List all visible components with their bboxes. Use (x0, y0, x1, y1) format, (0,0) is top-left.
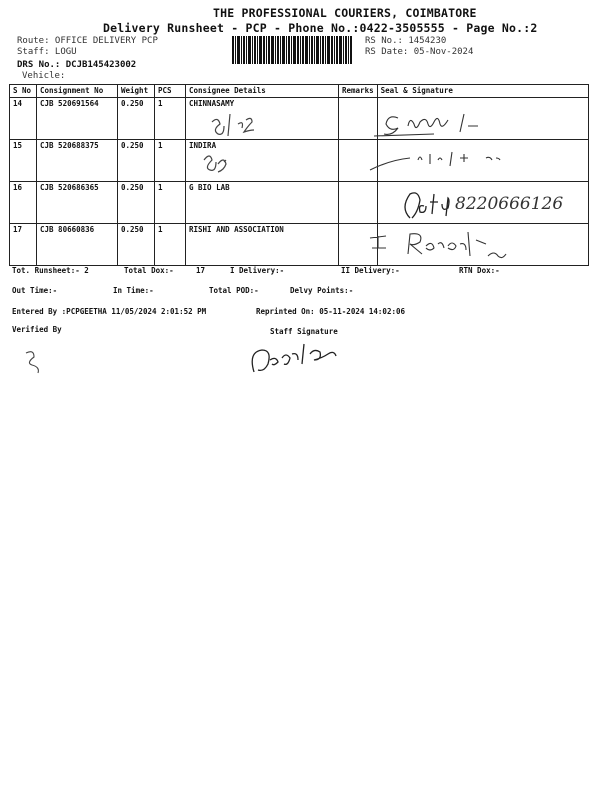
row-consignment: CJB 520686365 (37, 182, 118, 224)
ii-delivery: II Delivery:- (341, 266, 400, 275)
handwritten-mark-row14 (200, 110, 280, 140)
staff-signature-label: Staff Signature (270, 327, 338, 336)
row-sno: 15 (10, 140, 37, 182)
row-pcs: 1 (155, 182, 186, 224)
i-delivery: I Delivery:- (230, 266, 285, 275)
total-dox-label: Total Dox:- (124, 266, 174, 275)
row-remarks (339, 182, 378, 224)
row-sno: 17 (10, 224, 37, 266)
verified-by-mark (18, 345, 48, 375)
in-time: In Time:- (113, 286, 154, 295)
row-weight: 0.250 (118, 98, 155, 140)
row-pcs: 1 (155, 224, 186, 266)
row-consignee: INDIRA (186, 140, 339, 182)
col-pcs: PCS (155, 85, 186, 98)
row-pcs: 1 (155, 140, 186, 182)
staff-signature-mark (248, 336, 358, 378)
row-weight: 0.250 (118, 224, 155, 266)
signature-row15 (368, 146, 518, 176)
row-pcs: 1 (155, 98, 186, 140)
out-time: Out Time:- (12, 286, 58, 295)
row-consignee: G BIO LAB (186, 182, 339, 224)
row-sno: 16 (10, 182, 37, 224)
runsheet-subtitle: Delivery Runsheet - PCP - Phone No.:0422-3505555 - Page No.:2 (103, 21, 538, 35)
row-consignment: CJB 520688375 (37, 140, 118, 182)
staff-label: Staff: LOGU (17, 47, 77, 57)
total-pod: Total POD:- (209, 286, 259, 295)
rtn-dox: RTN Dox:- (459, 266, 500, 275)
delvy-points: Delvy Points:- (290, 286, 354, 295)
drs-number: DRS No.: DCJB145423002 (17, 60, 137, 70)
signature-row16 (398, 184, 458, 224)
col-seal-signature: Seal & Signature (377, 85, 588, 98)
tot-runsheet: Tot. Runsheet:- 2 (12, 266, 89, 275)
rs-date: RS Date: 05-Nov-2024 (365, 47, 474, 57)
row-consignee: CHINNASAMY (186, 98, 339, 140)
row-weight: 0.250 (118, 140, 155, 182)
col-sno: S No (10, 85, 37, 98)
handwritten-phone: 8220666126 (455, 194, 564, 214)
vehicle-label: Vehicle: (22, 71, 66, 81)
row-sno: 14 (10, 98, 37, 140)
signature-row17 (368, 226, 528, 264)
barcode-image (232, 36, 352, 64)
col-remarks: Remarks (339, 85, 378, 98)
row-consignee: RISHI AND ASSOCIATION (186, 224, 339, 266)
total-dox-value: 17 (196, 266, 206, 275)
col-consignee: Consignee Details (186, 85, 339, 98)
verified-by: Verified By (12, 325, 62, 334)
row-weight: 0.250 (118, 182, 155, 224)
reprinted-on: Reprinted On: 05-11-2024 14:02:06 (256, 307, 406, 316)
col-consignment: Consignment No (37, 85, 118, 98)
col-weight: Weight (118, 85, 155, 98)
entered-by: Entered By :PCPGEETHA 11/05/2024 2:01:52 PM (12, 307, 207, 316)
rs-number: RS No.: 1454230 (365, 36, 447, 46)
signature-row14 (368, 108, 508, 142)
row-consignment: CJB 520691564 (37, 98, 118, 140)
handwritten-mark-row15 (200, 150, 250, 174)
route-label: Route: OFFICE DELIVERY PCP (17, 36, 158, 46)
company-title: THE PROFESSIONAL COURIERS, COIMBATORE (213, 6, 477, 20)
row-consignment: CJB 80660836 (37, 224, 118, 266)
